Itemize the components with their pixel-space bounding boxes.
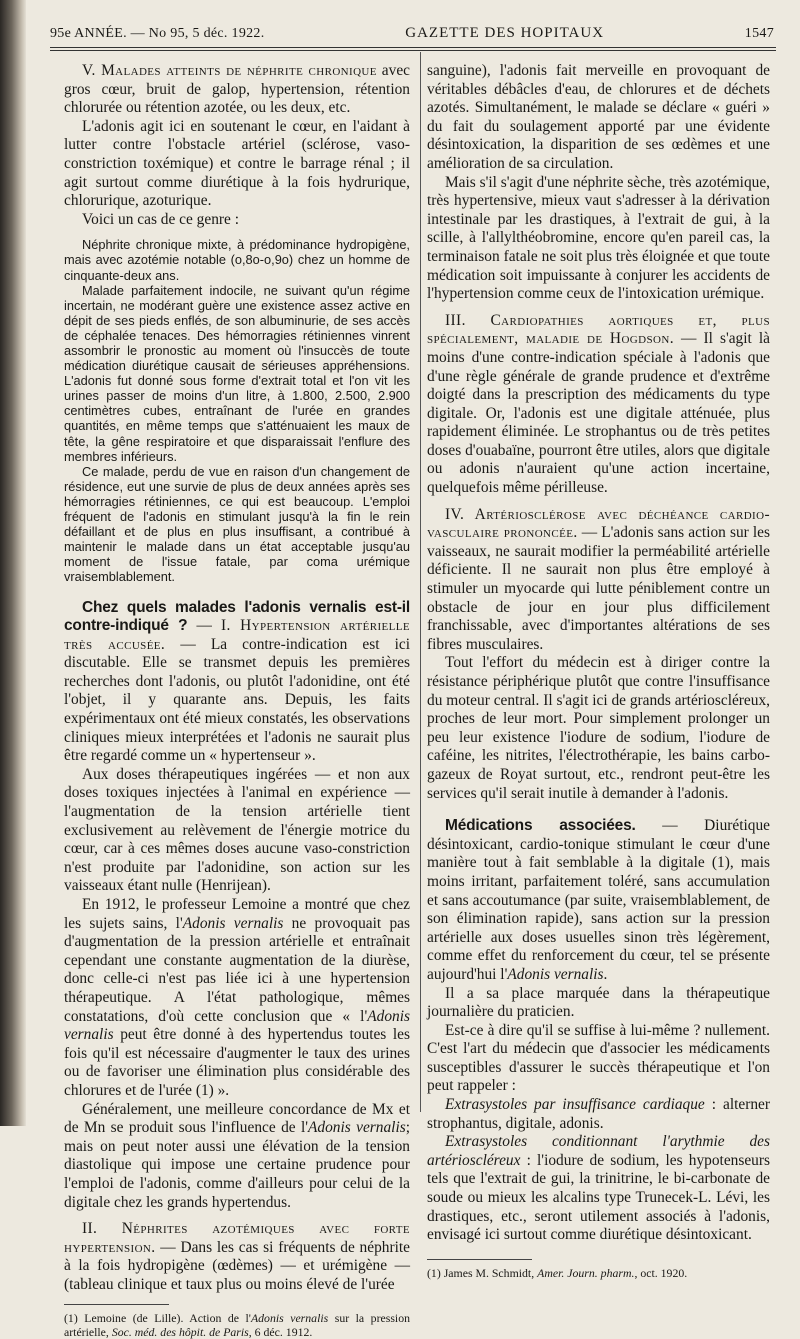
page-binding-shadow [0,0,26,1126]
section-3 [427,312,770,498]
footnote-rule [427,1259,532,1260]
section-4-title: IV. Artériosclérose avec déchéance cardio-vasculaire prononcée. [427,505,770,542]
footnote-text: , oct. 1920. [634,1265,688,1280]
section-2-title: II. Néphrites azotémiques avec forte hypertension. [64,1220,410,1256]
footnote-italic: Soc. méd. des hôpit. de Paris [111,1325,249,1339]
section-5 [64,62,410,118]
list-item [427,1096,770,1133]
text-run: En 1912, le professeur Lemoine a montré que chez les sujets sains, l' [64,896,410,932]
paragraph: Aux doses thérapeutiques ingérées — et non aux doses toxiques injectées à l'animal en expérience — l'augmentation de la tension artérielle tient exclusivement au relèvement de l'énergie motrice du cœur, car à ces mêmes doses aucune vaso-constriction n'est produite par l'adonidine, son action sur les vaisseaux étant nulle (Henrijean). [64,765,410,895]
list-item [427,1133,770,1245]
footnote [64,1311,410,1339]
footnote [427,1266,770,1280]
section-4 [427,506,770,655]
paragraph [64,1101,410,1213]
section-1-text: — La contre-indication est ici discutable. Elle se transmet depuis les premières recherches dont l'adonis, ou plutôt l'adonidine, ont été l'objet, il y quarante ans. Depuis, les faits expérimentaux ont été mieux constatés, les observations cliniques mieux interprétées et l'adonis ne saurait plus être regardé comme un « hypertenseur ». [64,635,411,765]
footnote-text: sur la pression artérielle, [64,1311,410,1339]
header-rule-double [50,50,776,51]
italic-term: Adonis vernalis [507,965,604,983]
issue-line: 95e ANNÉE. — No 95, 5 déc. 1922. [50,26,265,41]
paragraph: Il a sa place marquée dans la thérapeutique journalière du praticien. [427,984,770,1021]
paragraph: L'adonis agit ici en soutenant le cœur, en l'aidant à lutter contre l'obstacle artériel (sclérose, vaso-constriction toxémique) et contre le barrage rénal ; il agit surtout comme diurétique à la fois hydrurique, chlorurique, azoturique. [64,117,410,210]
italic-term: Adonis vernalis [182,914,284,932]
footnote-text: , 6 déc. 1912. [248,1325,313,1339]
paragraph: Est-ce à dire qu'il se suffise à lui-même ? nullement. C'est l'art du médecin que d'associer les médicaments susceptibles d'assurer le succès thérapeutique et l'on peut rappeler : [427,1021,770,1095]
italic-term: Extrasystoles conditionnant l'arythmie des artérioscléreux [427,1133,770,1169]
section-4-text: — L'adonis sans action sur les vaisseaux, ne saurait modifier la perméabilité artérielle déficiente. Il ne saurait non plus être employé à stimuler un myocarde qui lutte péniblement contre un obstacle de jour en jour plus difficilement franchissable, avec d'importantes altérations de ses fibres musculaires. [427,524,770,653]
section-heading: Chez quels malades l'adonis vernalis est-il contre-indiqué ? [64,598,410,635]
footnote-italic: Adonis vernalis [250,1311,329,1326]
right-column [427,62,770,1280]
footnote-italic: Amer. Journ. pharm. [537,1265,635,1280]
paragraph: Voici un cas de ce genre : [82,210,239,228]
paragraph [64,896,410,1101]
text-run: ; mais on peut noter aussi une élévation de la tension diastolique qui impose une certaine prudence pour l'emploi de l'adonis, comme d'ailleurs pour celui de la digitale chez les grands hypertendus. [64,1119,411,1211]
text-run: : l'iodure de sodium, les hypotenseurs tels que l'extrait de gui, la trinitrine, le bi-carbonate de soude ou mieux les alcalins type Trunecek-L. Lévi, les drastiques, etc., seront utilement associés à l'adonis, envisagé ici surtout comme diurétique désintoxicant. [427,1151,770,1244]
text-run: . [603,965,608,983]
footnote-rule [64,1304,169,1305]
section-3-title: III. Cardiopathies aortiques et, plus spécialement, maladie de Hogdson. [427,311,770,348]
section-3-text: — Il s'agit là moins d'une contre-indication spéciale à l'adonis que d'une règle générale de grande prudence et d'extrême doigté dans la prescription des médicaments du type digitale. Or, l'adonis est une digitale atténuée, plus rapidement éliminée. Le strophantus ou de très petites doses d'ouabaïne, pourront être utiles, alors que digitale ou adonis n'auraient qu'une action incertaine, quelquefois même périlleuse. [427,330,770,497]
running-header [50,14,774,42]
italic-term: Extrasystoles par insuffisance cardiaque [445,1096,705,1114]
section-2-text: — Dans les cas si fréquents de néphrite à la fois hydropigène (œdèmes) — et urémigène — (tableau clinique et taux plus ou moins élevé de l'urée [64,1238,410,1293]
case-paragraph: Malade parfaitement indocile, ne suivant qu'un régime incertain, ne modérant guère une existence assez active en dépit de ses pieds enflés, de son albuminurie, de ses accès de céphalée tenaces. Des hémorragies rétiniennes vinrent assombrir le pronostic au moment où l'insuccès de toute médication diurétique causait de sérieuses appréhensions. L'adonis fut donné sous forme d'extrait total et l'on vit les urines passer de moins d'un litre, à 1.800, 2.500, 2.900 centimètres cubes, entraînant de l'urée en grandes quantités, en même temps que s'atténuaient les maux de tête, la gêne respiratoire et que disparaissait l'enflure des membres inférieurs. [64,282,410,464]
case-paragraph: Néphrite chronique mixte, à prédominance hydropigène, mais avec azotémie notable (o,8o-o,9o) chez un homme de cinquante-deux ans. [64,237,410,283]
journal-title: GAZETTE DES HOPITAUX [405,25,605,41]
case-report [64,237,410,584]
header-rule [50,47,776,48]
section-5-text: avec gros cœur, bruit de galop, hypertension, rétention chlorurée ou rétention azotée, ou les deux, etc. [64,62,410,117]
text-run: peut être donné à des hypertendus toutes les fois qu'il est nécessaire d'augmenter le taux des urines ou de favoriser une élimination plus considérable des chlorures et de l'urée (1) ». [64,1026,410,1099]
section-1-title: I. Hypertension artérielle très accusée. [64,617,410,653]
associated-medications [427,817,770,984]
footnote-text: (1) Lemoine (de Lille). Action de l' [64,1311,251,1326]
case-paragraph: Ce malade, perdu de vue en raison d'un changement de résidence, eut une survie de plus de deux années après ses hémorragies rétiniennes, ce qui est beaucoup. L'emploi fréquent de l'adonis en stimulant jusqu'à la fin le rein défaillant et de plus en plus insuffisant, a contribué à maintenir le malade dans un état acceptable jusqu'au moment de l'issue fatale, par coma urémique vraisemblablement. [64,463,410,585]
paragraph: Tout l'effort du médecin est à diriger contre la résistance périphérique plutôt que contre l'insuffisance du moteur central. Il s'agit ici de grands artérioscléreux, proches de leur mort. Pour simplement prolonger un peu leur existence l'iodure de sodium, l'iodure de caféine, les nitrites, l'électrothérapie, les bains carbo-gazeux de Royat surtout, etc., rendront peut-être les services qu'il serait inutile à demander à l'adonis. [427,654,770,802]
column-separator [420,52,421,1112]
page-number: 1547 [744,26,774,41]
contraindication-section: Chez quels malades l'adonis vernalis est-il contre-indiqué ? — I. Hypertension artérielle très accusée. — La contre-indication est ici discutable. Elle se transmet depuis les premières recherches dont l'adonis, ou plutôt l'adonidine, ont été l'objet, il y quarante ans. Depuis, les faits expérimentaux ont été mieux constatés, les observations cliniques mieux interprétées et l'adonis ne saurait plus être regardé comme un « hypertenseur ». [64,598,411,765]
section-heading: Médications associées. [445,817,636,835]
left-column [64,62,410,1339]
italic-term: Adonis vernalis [64,1007,410,1044]
italic-term: Adonis vernalis [308,1119,406,1137]
footnote-text: (1) James M. Schmidt, [427,1265,538,1280]
section-2 [64,1220,410,1294]
section-5-title: V. Malades atteints de néphrite chronique [82,62,377,79]
paragraph: Mais s'il s'agit d'une néphrite sèche, très azotémique, très hypertensive, mieux vaut s'adresser à la dérivation intestinale par les drastiques, à l'extrait de gui, à la scille, à l'allylthéobromine, encore qu'en pareil cas, la terminaison fatale ne soit plus très éloignée et que toute médication soit impuissante à conjurer les accidents de l'hypertension comme ceux de l'intoxication urémique. [427,173,771,303]
paragraph: sanguine), l'adonis fait merveille en provoquant de véritables débâcles d'eau, de chlorures et de déchets azotés. Simultanément, le malade se déclare « guéri » du fait du soulagement apporté par une évidente désintoxication, la disparition de ses œdèmes et une amélioration de sa circulation. [427,62,770,172]
text-run: : alterner strophantus, digitale, adonis. [427,1096,770,1132]
text-run: — Diurétique désintoxicant, cardio-tonique stimulant le cœur d'une manière tout à fait semblable à la digitale (1), mais moins irritant, parfaitement toléré, sans accumulation et sans accoutumance (par suite, vraisemblablement, de son élimination rapide), sans action sur la pression artérielle aux doses usuelles sinon très légèrement, comme effet du renforcement du cœur, tel se présente aujourd'hui l' [427,817,771,983]
text-run: ne provoquait pas d'augmentation de la pression artérielle et entraînait cependant une constante augmentation de la diurèse, donc celle-ci n'est pas liée ici à une hypertension thérapeutique. A l'état pathologique, mêmes constatations, d'où cette conclusion que « l' [64,914,410,1025]
text-run: Généralement, une meilleure concordance de Mx et de Mn se produit sous l'influence de l' [64,1100,410,1137]
